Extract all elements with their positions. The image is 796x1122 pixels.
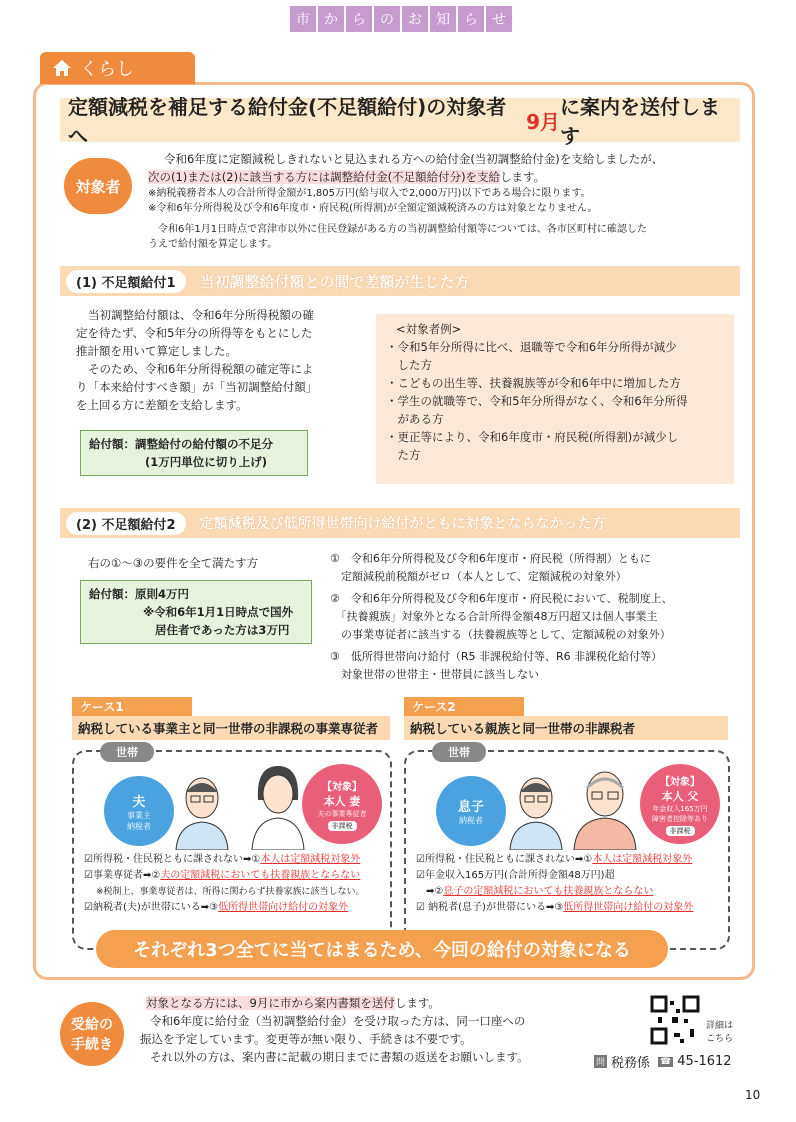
header-char: ら <box>458 6 484 32</box>
woman-illustration-icon <box>248 760 308 850</box>
section2-amount1: 給付額：原則4万円 <box>89 587 190 601</box>
case2-check: ☑所得税・住民税ともに課されない➡①本人は定額減税対象外 <box>416 854 693 865</box>
case1-check: ※税制上、事業専従者は、所得に関わらず扶養家族に該当しない。 <box>96 887 365 897</box>
target-badge: 対象者 <box>64 158 132 214</box>
procedure-line3: 振込を予定しています。変更等が無い限り、手続きは不要です。 <box>140 1032 472 1046</box>
section1-body-line: り「本来給付すべき額」が「当初調整給付額」 <box>76 380 318 394</box>
page-number: 10 <box>745 1088 761 1102</box>
section2-intro: 右の①～③の要件を全て満たす方 <box>88 556 259 570</box>
case2-father-name: 本人 父 <box>661 789 699 803</box>
case1-wife-badge: 非課税 <box>328 821 357 831</box>
case1-husband-sub1: 事業主 <box>127 810 151 820</box>
target-text <box>148 150 748 252</box>
case1-husband-name: 夫 <box>132 794 146 810</box>
example-item: ・学生の就職等で、令和5年分所得がなく、令和6年分所得 <box>386 394 688 408</box>
example-item: した方 <box>386 358 432 372</box>
case2-father-tag: 【対象】 <box>660 776 700 788</box>
case1-label: ケース1 <box>72 697 192 716</box>
case1-husband-circle <box>104 776 174 846</box>
man-illustration-icon <box>172 770 232 850</box>
title-prefix: 定額減税を補足する給付金(不足額給付)の対象者へ <box>68 95 507 148</box>
detail-line2: こちら <box>706 1034 734 1044</box>
father-illustration-icon <box>570 760 640 850</box>
requirement-line: ① 令和6年分所得税及び令和6年度市・府民税（所得割）ともに <box>330 552 651 565</box>
requirement-line: の事業専従者に該当する（扶養親族等として、定額減税の対象外） <box>330 628 671 641</box>
case2-son-circle <box>436 776 506 846</box>
case2-son-name: 息子 <box>457 800 484 815</box>
target-note2: ※令和6年分所得税及び令和6年度市・府民税(所得割)が全額定額減税済みの方は対象となりません。 <box>148 203 598 214</box>
header-char: か <box>318 6 344 32</box>
son-illustration-icon <box>506 770 566 850</box>
section1-title: 当初調整給付額との間で差額が生じた方 <box>199 272 470 291</box>
case1-check: ☑納税者(夫)が世帯にいる➡③低所得世帯向け給付の対象外 <box>84 902 349 913</box>
category-label: くらし <box>80 59 134 80</box>
header-char: お <box>402 6 428 32</box>
target-line2-highlight: 次の(1)または(2)に該当する方には調整給付金(不足額給付分)を支給 <box>148 170 501 184</box>
section1-body-line: を上回る方に差額を支給します。 <box>76 398 248 412</box>
case2-check: ☑ 納税者(息子)が世帯にいる➡③低所得世帯向け給付の対象外 <box>416 902 694 913</box>
target-line1: 令和6年度に定額減税しきれないと見込まれる方への給付金(当初調整給付金)を支給しましたが、 <box>164 152 664 166</box>
case2-label: ケース2 <box>404 697 524 716</box>
section1-body-line: そのため、令和6年分所得税額の確定等によ <box>88 362 314 376</box>
case2-father-badge: 非課税 <box>666 826 695 836</box>
case2-household-tag: 世帯 <box>432 742 486 762</box>
inquiry-icon: 問 <box>594 1055 607 1068</box>
section2-label: (2) 不足額給付2 <box>66 512 186 535</box>
case1-husband-sub2: 納税者 <box>127 821 151 831</box>
contact-info <box>594 1052 732 1071</box>
qr-code-icon[interactable] <box>650 995 700 1045</box>
section2-amount3: 居住者であった方は3万円 <box>155 623 290 637</box>
section1-header <box>60 266 740 296</box>
target-line2-rest: します。 <box>500 170 546 184</box>
section2-header <box>60 508 740 538</box>
house-icon <box>52 58 72 78</box>
example-item: ・こどもの出生等、扶養親族等が令和6年中に増加した方 <box>386 376 681 390</box>
case1-wife-circle <box>302 764 382 844</box>
contact-dept: 税務係 <box>611 1056 651 1071</box>
requirement-line: 「扶養親族」対象外となる合計所得金額48万円超又は個人事業主 <box>330 610 658 623</box>
section1-amount1: 給付額：調整給付の給付額の不足分 <box>89 437 273 451</box>
case1-check: ☑所得税・住民税ともに課されない➡①本人は定額減税対象外 <box>84 854 361 865</box>
case2-check: ➡②息子の定額減税においても扶養親族とならない <box>416 886 654 897</box>
header-char: ら <box>346 6 372 32</box>
section2-amount-box <box>80 580 312 644</box>
case1-title: 納税している事業主と同一世帯の非課税の事業専従者 <box>72 716 390 740</box>
header-char: せ <box>486 6 512 32</box>
header-bar <box>290 6 512 32</box>
header-char: 知 <box>430 6 456 32</box>
section1-body-line: 定を待たず、令和5年分の所得等をもとにした <box>76 326 313 340</box>
requirement-line: 対象世帯の世帯主・世帯員に該当しない <box>330 668 539 681</box>
case1-household-tag: 世帯 <box>100 742 154 762</box>
case1-wife-sub: 夫の事業専従者 <box>317 809 367 818</box>
case2-checks <box>416 852 728 916</box>
detail-link[interactable] <box>706 1020 733 1046</box>
example-item: た方 <box>386 448 421 462</box>
target-note1: ※納税義務者本人の合計所得金額が1,805万円(給与収入で2,000万円)以下である場合に限ります。 <box>148 188 591 199</box>
section1-amount-box <box>80 430 308 476</box>
title-suffix: に案内を送付します <box>560 95 721 148</box>
case1-wife-tag: 【対象】 <box>322 781 362 793</box>
example-item: ・更正等により、令和6年度市・府民税(所得割)が減少し <box>386 430 679 444</box>
target-note3a: 令和6年1月1日時点で宮津市以外に住民登録がある方の当初調整給付額等については、各市区町村に確認した <box>158 224 647 235</box>
procedure-badge <box>60 1002 124 1066</box>
section2-requirements <box>330 550 740 684</box>
case1-checks <box>84 852 389 916</box>
section1-amount2: (1万円単位に切り上げ) <box>145 455 268 469</box>
procedure-badge-line2: 手続き <box>71 1037 113 1053</box>
detail-line1: 詳細は <box>706 1021 734 1031</box>
requirement-line: 定額減税前税額がゼロ（本人として、定額減税の対象外） <box>330 570 627 583</box>
procedure-line1: 対象となる方には、9月に市から案内書類を送付 <box>146 996 395 1010</box>
contact-tel[interactable]: 45-1612 <box>677 1054 732 1069</box>
header-char: の <box>374 6 400 32</box>
procedure-line4: それ以外の方は、案内書に記載の期日までに書類の返送をお願いします。 <box>150 1050 529 1064</box>
procedure-text <box>140 994 620 1066</box>
case2-father-sub2: 障害者控除等あり <box>652 814 708 823</box>
section1-body-line: 当初調整給付額は、令和6年分所得税額の確 <box>88 308 314 322</box>
case2-check: ☑年金収入165万円(合計所得金額48万円)超 <box>416 870 615 881</box>
procedure-line1-rest: します。 <box>394 996 440 1010</box>
category-tab <box>40 52 195 84</box>
case2-father-circle <box>640 764 720 844</box>
section1-body-line: 推計額を用いて算定しました。 <box>76 344 237 358</box>
section2-amount2: ※令和6年1月1日時点で国外 <box>143 605 294 619</box>
requirement-line: ③ 低所得世帯向け給付（R5 非課税給付等、R6 非課税化給付等） <box>330 650 663 663</box>
example-item: がある方 <box>386 412 444 426</box>
section1-examples <box>376 314 734 484</box>
header-char: 市 <box>290 6 316 32</box>
target-note3b: うえで給付額を算定します。 <box>148 239 278 250</box>
section1-body <box>76 306 366 414</box>
case2-son-sub: 納税者 <box>459 816 483 825</box>
case1-check: ☑事業専従者➡②夫の定額減税においても扶養親族とならない <box>84 870 361 881</box>
phone-icon: ☎ <box>660 1056 672 1067</box>
case1-wife-name: 本人 妻 <box>323 794 361 808</box>
case2-father-sub1: 年金収入165万円 <box>652 804 708 813</box>
procedure-line2: 令和6年度に給付金（当初調整給付金）を受け取った方は、同一口座への <box>150 1014 526 1028</box>
case2-title: 納税している親族と同一世帯の非課税者 <box>404 716 728 740</box>
example-item: ・令和5年分所得に比べ、退職等で令和6年分所得が減少 <box>386 340 677 354</box>
conclusion-banner: それぞれ3つ全てに当てはまるため、今回の給付の対象になる <box>96 930 668 968</box>
page-title <box>60 95 740 148</box>
requirement-line: ② 令和6年分所得税及び令和6年度市・府民税において、税制度上、 <box>330 592 673 605</box>
section2-title: 定額減税及び低所得世帯向け給付がともに対象とならなかった方 <box>199 516 606 532</box>
procedure-badge-line1: 受給の <box>71 1017 113 1033</box>
section1-label: (1) 不足額給付1 <box>66 270 186 293</box>
title-highlight: 9月 <box>526 109 561 134</box>
examples-title: <対象者例> <box>396 322 462 336</box>
